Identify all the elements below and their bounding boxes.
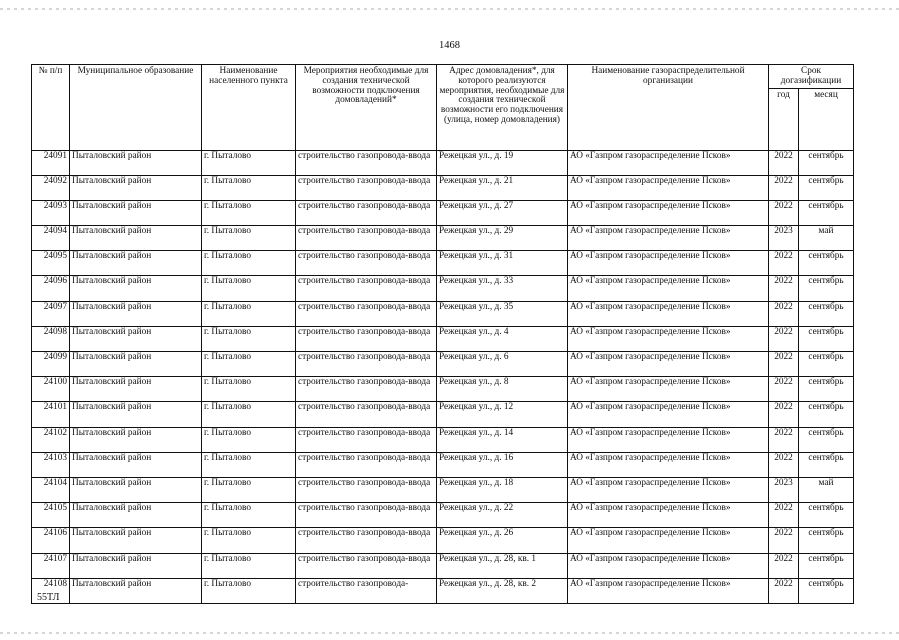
cell-municipality: Пыталовский район xyxy=(70,503,202,528)
cell-month: сентябрь xyxy=(799,553,854,578)
cell-organization: АО «Газпром газораспределение Псков» xyxy=(568,427,769,452)
cell-num: 24106 xyxy=(32,528,70,553)
cell-num: 24103 xyxy=(32,452,70,477)
cell-settlement: г. Пыталово xyxy=(202,226,296,251)
table-row xyxy=(32,226,854,251)
header-year: год xyxy=(769,88,799,150)
cell-address: Режецкая ул., д. 18 xyxy=(437,477,568,502)
cell-organization: АО «Газпром газораспределение Псков» xyxy=(568,276,769,301)
gasification-table xyxy=(31,64,854,604)
cell-num: 24093 xyxy=(32,200,70,225)
cell-address: Режецкая ул., д. 31 xyxy=(437,251,568,276)
cell-year: 2022 xyxy=(769,503,799,528)
cell-month: сентябрь xyxy=(799,402,854,427)
table-row xyxy=(32,200,854,225)
cell-month: сентябрь xyxy=(799,352,854,377)
scan-edge-bottom xyxy=(0,632,899,634)
cell-year: 2022 xyxy=(769,352,799,377)
cell-measure: строительство газопровода-ввода xyxy=(296,200,437,225)
cell-settlement: г. Пыталово xyxy=(202,503,296,528)
cell-measure: строительство газопровода-ввода xyxy=(296,276,437,301)
cell-settlement: г. Пыталово xyxy=(202,452,296,477)
cell-settlement: г. Пыталово xyxy=(202,200,296,225)
cell-num: 24096 xyxy=(32,276,70,301)
table-row xyxy=(32,427,854,452)
cell-organization: АО «Газпром газораспределение Псков» xyxy=(568,503,769,528)
cell-year: 2022 xyxy=(769,150,799,175)
cell-municipality: Пыталовский район xyxy=(70,150,202,175)
cell-settlement: г. Пыталово xyxy=(202,301,296,326)
table-row xyxy=(32,402,854,427)
cell-settlement: г. Пыталово xyxy=(202,175,296,200)
cell-settlement: г. Пыталово xyxy=(202,553,296,578)
cell-year: 2022 xyxy=(769,427,799,452)
cell-year: 2022 xyxy=(769,377,799,402)
cell-measure: строительство газопровода-ввода xyxy=(296,553,437,578)
cell-year: 2023 xyxy=(769,477,799,502)
cell-year: 2023 xyxy=(769,226,799,251)
cell-settlement: г. Пыталово xyxy=(202,477,296,502)
cell-address: Режецкая ул., д. 35 xyxy=(437,301,568,326)
table-row xyxy=(32,377,854,402)
table-row xyxy=(32,326,854,351)
table-row xyxy=(32,251,854,276)
cell-num: 24105 xyxy=(32,503,70,528)
cell-num: 24091 xyxy=(32,150,70,175)
cell-year: 2022 xyxy=(769,452,799,477)
cell-settlement: г. Пыталово xyxy=(202,528,296,553)
cell-num: 24104 xyxy=(32,477,70,502)
header-month: месяц xyxy=(799,88,854,150)
cell-month: сентябрь xyxy=(799,251,854,276)
cell-num: 24095 xyxy=(32,251,70,276)
cell-organization: АО «Газпром газораспределение Псков» xyxy=(568,150,769,175)
cell-num: 24102 xyxy=(32,427,70,452)
cell-municipality: Пыталовский район xyxy=(70,402,202,427)
cell-organization: АО «Газпром газораспределение Псков» xyxy=(568,175,769,200)
table-row xyxy=(32,150,854,175)
cell-municipality: Пыталовский район xyxy=(70,452,202,477)
cell-address: Режецкая ул., д. 4 xyxy=(437,326,568,351)
cell-measure: строительство газопровода-ввода xyxy=(296,452,437,477)
cell-settlement: г. Пыталово xyxy=(202,427,296,452)
cell-year: 2022 xyxy=(769,578,799,603)
cell-measure: строительство газопровода-ввода xyxy=(296,477,437,502)
cell-address: Режецкая ул., д. 22 xyxy=(437,503,568,528)
cell-month: сентябрь xyxy=(799,528,854,553)
footer-code: 55ТЛ xyxy=(37,592,60,603)
cell-num: 24108 xyxy=(32,578,70,603)
cell-settlement: г. Пыталово xyxy=(202,276,296,301)
table-row xyxy=(32,301,854,326)
cell-address: Режецкая ул., д. 28, кв. 2 xyxy=(437,578,568,603)
header-num: № п/п xyxy=(32,65,70,151)
cell-year: 2022 xyxy=(769,251,799,276)
cell-year: 2022 xyxy=(769,326,799,351)
cell-year: 2022 xyxy=(769,553,799,578)
cell-month: сентябрь xyxy=(799,301,854,326)
cell-settlement: г. Пыталово xyxy=(202,251,296,276)
cell-num: 24097 xyxy=(32,301,70,326)
cell-municipality: Пыталовский район xyxy=(70,326,202,351)
cell-address: Режецкая ул., д. 6 xyxy=(437,352,568,377)
cell-month: сентябрь xyxy=(799,326,854,351)
cell-organization: АО «Газпром газораспределение Псков» xyxy=(568,200,769,225)
cell-measure: строительство газопровода- xyxy=(296,578,437,603)
cell-measure: строительство газопровода-ввода xyxy=(296,427,437,452)
cell-municipality: Пыталовский район xyxy=(70,251,202,276)
cell-address: Режецкая ул., д. 16 xyxy=(437,452,568,477)
cell-address: Режецкая ул., д. 26 xyxy=(437,528,568,553)
cell-measure: строительство газопровода-ввода xyxy=(296,377,437,402)
table-row xyxy=(32,477,854,502)
cell-measure: строительство газопровода-ввода xyxy=(296,528,437,553)
cell-month: сентябрь xyxy=(799,452,854,477)
cell-month: сентябрь xyxy=(799,503,854,528)
cell-address: Режецкая ул., д. 28, кв. 1 xyxy=(437,553,568,578)
table-row xyxy=(32,553,854,578)
cell-year: 2022 xyxy=(769,402,799,427)
table-row xyxy=(32,452,854,477)
cell-organization: АО «Газпром газораспределение Псков» xyxy=(568,528,769,553)
cell-month: сентябрь xyxy=(799,427,854,452)
cell-municipality: Пыталовский район xyxy=(70,553,202,578)
header-measures: Мероприятия необходимые для создания технической возможности подключения домовладений* xyxy=(296,65,437,151)
cell-measure: строительство газопровода-ввода xyxy=(296,326,437,351)
cell-organization: АО «Газпром газораспределение Псков» xyxy=(568,326,769,351)
cell-organization: АО «Газпром газораспределение Псков» xyxy=(568,301,769,326)
cell-address: Режецкая ул., д. 21 xyxy=(437,175,568,200)
header-settlement: Наименование населенного пункта xyxy=(202,65,296,151)
header-address: Адрес домовладения*, для которого реализуются мероприятия, необходимые для создания технической возможности его подключения (улица, номер домовладения) xyxy=(437,65,568,151)
cell-settlement: г. Пыталово xyxy=(202,578,296,603)
cell-address: Режецкая ул., д. 8 xyxy=(437,377,568,402)
table-row xyxy=(32,175,854,200)
cell-num: 24098 xyxy=(32,326,70,351)
cell-address: Режецкая ул., д. 19 xyxy=(437,150,568,175)
cell-month: май xyxy=(799,226,854,251)
cell-month: май xyxy=(799,477,854,502)
table-row xyxy=(32,528,854,553)
cell-measure: строительство газопровода-ввода xyxy=(296,402,437,427)
cell-settlement: г. Пыталово xyxy=(202,377,296,402)
cell-municipality: Пыталовский район xyxy=(70,276,202,301)
cell-municipality: Пыталовский район xyxy=(70,175,202,200)
cell-measure: строительство газопровода-ввода xyxy=(296,301,437,326)
cell-measure: строительство газопровода-ввода xyxy=(296,150,437,175)
cell-address: Режецкая ул., д. 12 xyxy=(437,402,568,427)
cell-settlement: г. Пыталово xyxy=(202,402,296,427)
cell-month: сентябрь xyxy=(799,578,854,603)
cell-year: 2022 xyxy=(769,200,799,225)
header-municipality: Муниципальное образование xyxy=(70,65,202,151)
cell-municipality: Пыталовский район xyxy=(70,200,202,225)
table-row xyxy=(32,503,854,528)
cell-num: 24094 xyxy=(32,226,70,251)
cell-measure: строительство газопровода-ввода xyxy=(296,175,437,200)
cell-month: сентябрь xyxy=(799,175,854,200)
table-row xyxy=(32,578,854,603)
cell-month: сентябрь xyxy=(799,377,854,402)
cell-organization: АО «Газпром газораспределение Псков» xyxy=(568,477,769,502)
cell-year: 2022 xyxy=(769,528,799,553)
page-number: 1468 xyxy=(439,40,460,51)
cell-measure: строительство газопровода-ввода xyxy=(296,503,437,528)
cell-organization: АО «Газпром газораспределение Псков» xyxy=(568,251,769,276)
scan-edge-top xyxy=(0,8,899,10)
cell-month: сентябрь xyxy=(799,150,854,175)
cell-municipality: Пыталовский район xyxy=(70,427,202,452)
cell-municipality: Пыталовский район xyxy=(70,352,202,377)
header-term: Срок догазификации xyxy=(769,65,854,89)
cell-num: 24092 xyxy=(32,175,70,200)
cell-settlement: г. Пыталово xyxy=(202,326,296,351)
cell-organization: АО «Газпром газораспределение Псков» xyxy=(568,402,769,427)
cell-settlement: г. Пыталово xyxy=(202,150,296,175)
cell-num: 24107 xyxy=(32,553,70,578)
cell-municipality: Пыталовский район xyxy=(70,301,202,326)
cell-year: 2022 xyxy=(769,175,799,200)
header-organization: Наименование газораспределительной организации xyxy=(568,65,769,151)
cell-num: 24099 xyxy=(32,352,70,377)
cell-year: 2022 xyxy=(769,301,799,326)
cell-measure: строительство газопровода-ввода xyxy=(296,226,437,251)
table-row xyxy=(32,352,854,377)
table-body xyxy=(32,150,854,603)
cell-month: сентябрь xyxy=(799,200,854,225)
cell-organization: АО «Газпром газораспределение Псков» xyxy=(568,352,769,377)
cell-municipality: Пыталовский район xyxy=(70,477,202,502)
cell-num: 24101 xyxy=(32,402,70,427)
cell-month: сентябрь xyxy=(799,276,854,301)
cell-municipality: Пыталовский район xyxy=(70,377,202,402)
cell-organization: АО «Газпром газораспределение Псков» xyxy=(568,553,769,578)
cell-organization: АО «Газпром газораспределение Псков» xyxy=(568,226,769,251)
cell-municipality: Пыталовский район xyxy=(70,226,202,251)
cell-address: Режецкая ул., д. 14 xyxy=(437,427,568,452)
cell-address: Режецкая ул., д. 27 xyxy=(437,200,568,225)
cell-year: 2022 xyxy=(769,276,799,301)
cell-organization: АО «Газпром газораспределение Псков» xyxy=(568,578,769,603)
cell-num: 24100 xyxy=(32,377,70,402)
cell-address: Режецкая ул., д. 29 xyxy=(437,226,568,251)
cell-measure: строительство газопровода-ввода xyxy=(296,352,437,377)
table-row xyxy=(32,276,854,301)
cell-settlement: г. Пыталово xyxy=(202,352,296,377)
cell-organization: АО «Газпром газораспределение Псков» xyxy=(568,377,769,402)
cell-address: Режецкая ул., д. 33 xyxy=(437,276,568,301)
cell-organization: АО «Газпром газораспределение Псков» xyxy=(568,452,769,477)
cell-municipality: Пыталовский район xyxy=(70,578,202,603)
cell-measure: строительство газопровода-ввода xyxy=(296,251,437,276)
cell-municipality: Пыталовский район xyxy=(70,528,202,553)
